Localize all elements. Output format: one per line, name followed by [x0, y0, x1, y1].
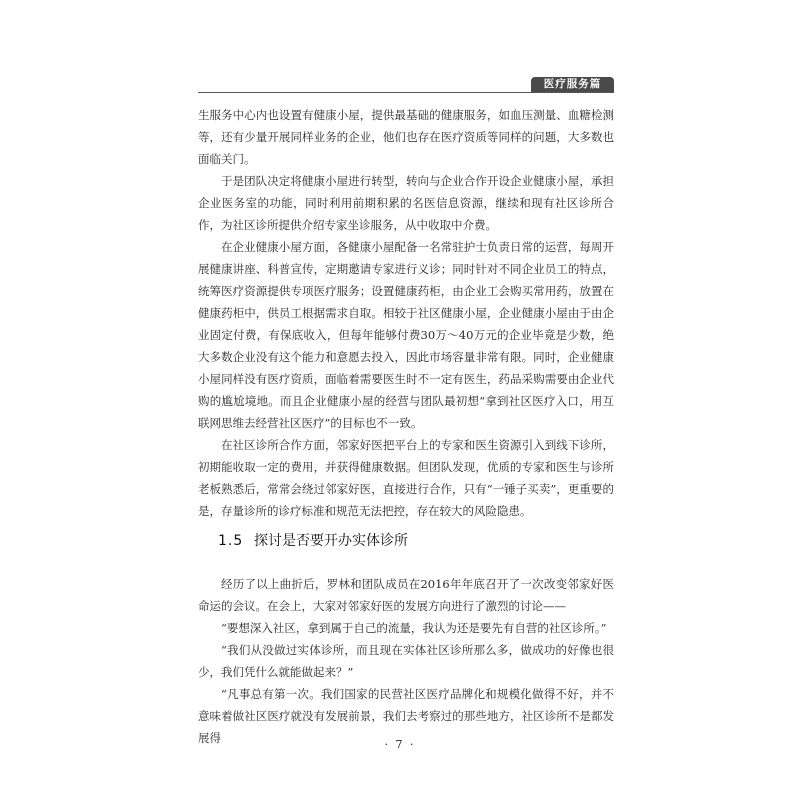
page-number: · 7 · — [384, 738, 416, 751]
paragraph: 生服务中心内也设置有健康小屋，提供最基础的健康服务，如血压测量、血糖检测等，还有少量开展同样业务的企业，他们也存在医疗资质等同样的问题，大多数也面临关门。 — [198, 108, 614, 166]
paragraph: 于是团队决定将健康小屋进行转型，转向与企业合作开设企业健康小屋，承担企业医务室的功能，同时利用前期积累的名医信息资源，继续和现有社区诊所合作，为社区诊所提供介绍专家坐诊服务，从中收取中介费。 — [198, 174, 614, 232]
paragraph: 经历了以上曲折后，罗林和团队成员在2016年年底召开了一次改变邻家好医命运的会议。在会上，大家对邻家好医的发展方向进行了激烈的讨论—— — [198, 577, 614, 613]
section-tag: 医疗服务篇 — [531, 77, 614, 92]
paragraph: “我们从没做过实体诊所，而且现在实体社区诊所那么多，做成功的好像也很少，我们凭什么就能做起来？” — [198, 643, 614, 679]
section-heading — [218, 531, 614, 551]
body-text-top — [198, 104, 614, 522]
paragraph: 在企业健康小屋方面，各健康小屋配备一名常驻护士负责日常的运营，每周开展健康讲座、科普宣传，定期邀请专家进行义诊；同时针对不同企业员工的特点，统筹医疗资源提供专项医疗服务；设置健康药柜，由企业工会购买常用药，放置在健康药柜中，供员工根据需求自取。相较于社区健康小屋，企业健康小屋由于由企业固定付费，有保底收入，但每年能够付费30万～40万元的企业毕竟是少数，绝大多数企业没有这个能力和意愿去投入，因此市场容量非常有限。同时，企业健康小屋同样没有医疗资质，面临着需要医生时不一定有医生，药品采购需要由企业代购的尴尬境地。而且企业健康小屋的经营与团队最初想“拿到社区医疗入口，用互联网思维去经营社区医疗”的目标也不一致。 — [198, 240, 614, 430]
paragraph: 在社区诊所合作方面，邻家好医把平台上的专家和医生资源引入到线下诊所，初期能收取一定的费用，并获得健康数据。但团队发现，优质的专家和医生与诊所老板熟悉后，常常会绕过邻家好医，直接进行合作，只有“一锤子买卖”，更重要的是，存量诊所的诊疗标准和规范无法把控，存在较大的风险隐患。 — [198, 438, 614, 518]
section-title: 探讨是否要开办实体诊所 — [254, 533, 408, 549]
header-rule — [198, 92, 614, 93]
paragraph: “凡事总有第一次。我们国家的民营社区医疗品牌化和规模化做得不好，并不意味着做社区医疗就没有发展前景，我们去考察过的那些地方，社区诊所不是都发展得 — [198, 687, 614, 745]
section-number: 1.5 — [218, 533, 244, 549]
paragraph: “要想深入社区，拿到属于自己的流量，我认为还是要先有自营的社区诊所。” — [221, 621, 607, 635]
body-text-bottom — [198, 573, 614, 749]
